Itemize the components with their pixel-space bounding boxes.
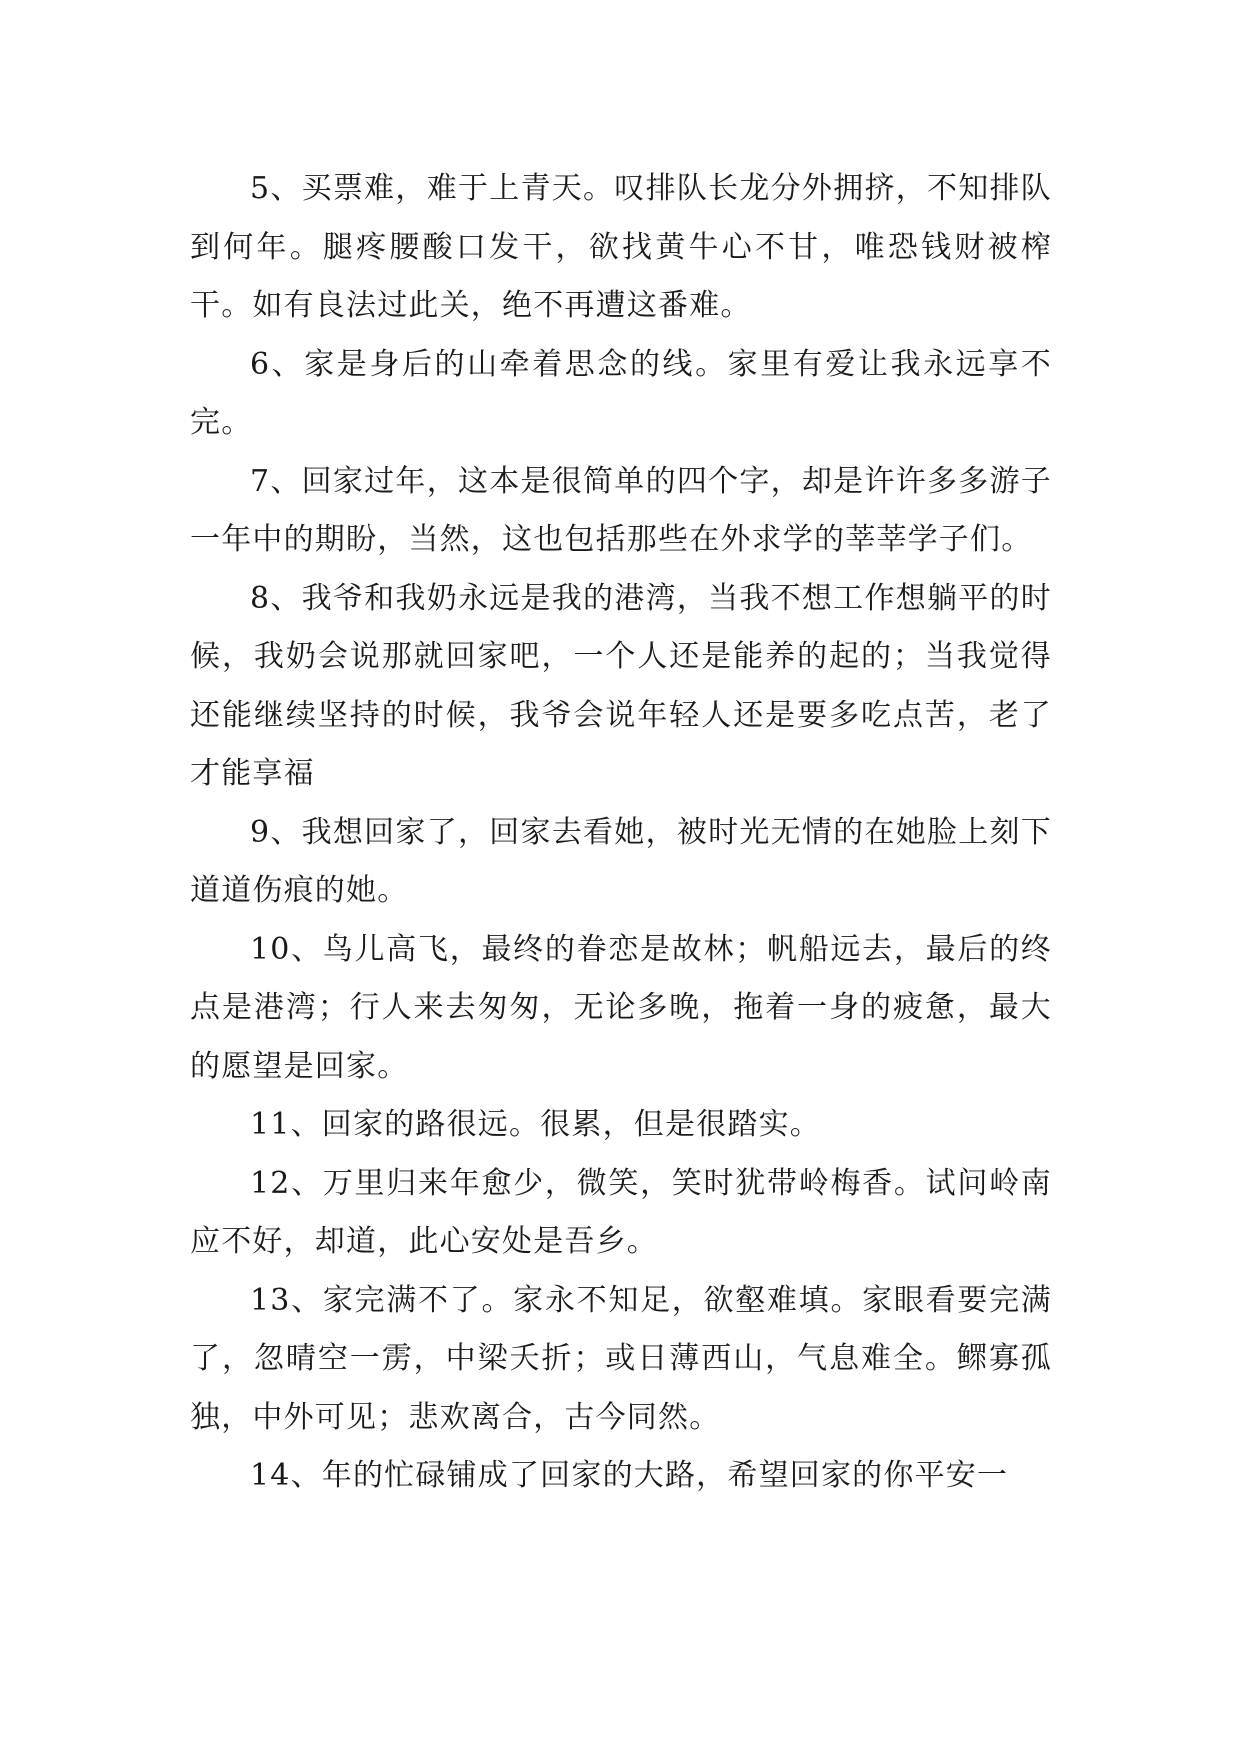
paragraph-8: 8、我爷和我奶永远是我的港湾，当我不想工作想躺平的时候，我奶会说那就回家吧，一个人还是能养的起的；当我觉得还能继续坚持的时候，我爷会说年轻人还是要多吃点苦，老了才能享福 [190,580,1052,791]
paragraph-13: 13、家完满不了。家永不知足，欲壑难填。家眼看要完满了，忽晴空一雳，中梁夭折；或日薄西山，气息难全。鳏寡孤独，中外可见；悲欢离合，古今同然。 [190,1282,1052,1435]
document-body [190,160,1052,1506]
paragraph-5: 5、买票难，难于上青天。叹排队长龙分外拥挤，不知排队到何年。腿疼腰酸口发干，欲找黄牛心不甘，唯恐钱财被榨干。如有良法过此关，绝不再遭这番难。 [190,171,1052,323]
paragraph-10: 10、鸟儿高飞，最终的眷恋是故林；帆船远去，最后的终点是港湾；行人来去匆匆，无论多晚，拖着一身的疲惫，最大的愿望是回家。 [190,931,1052,1084]
paragraph-12: 12、万里归来年愈少，微笑，笑时犹带岭梅香。试问岭南应不好，却道，此心安处是吾乡。 [190,1165,1052,1259]
paragraph-7: 7、回家过年，这本是很简单的四个字，却是许许多多游子一年中的期盼，当然，这也包括那些在外求学的莘莘学子们。 [190,463,1052,557]
paragraph-9: 9、我想回家了，回家去看她，被时光无情的在她脸上刻下道道伤痕的她。 [190,814,1052,908]
paragraph-11: 11、回家的路很远。很累，但是很踏实。 [250,1107,821,1142]
paragraph-14: 14、年的忙碌铺成了回家的大路，希望回家的你平安一 [250,1458,1009,1493]
paragraph-6: 6、家是身后的山牵着思念的线。家里有爱让我永远享不完。 [190,346,1052,440]
